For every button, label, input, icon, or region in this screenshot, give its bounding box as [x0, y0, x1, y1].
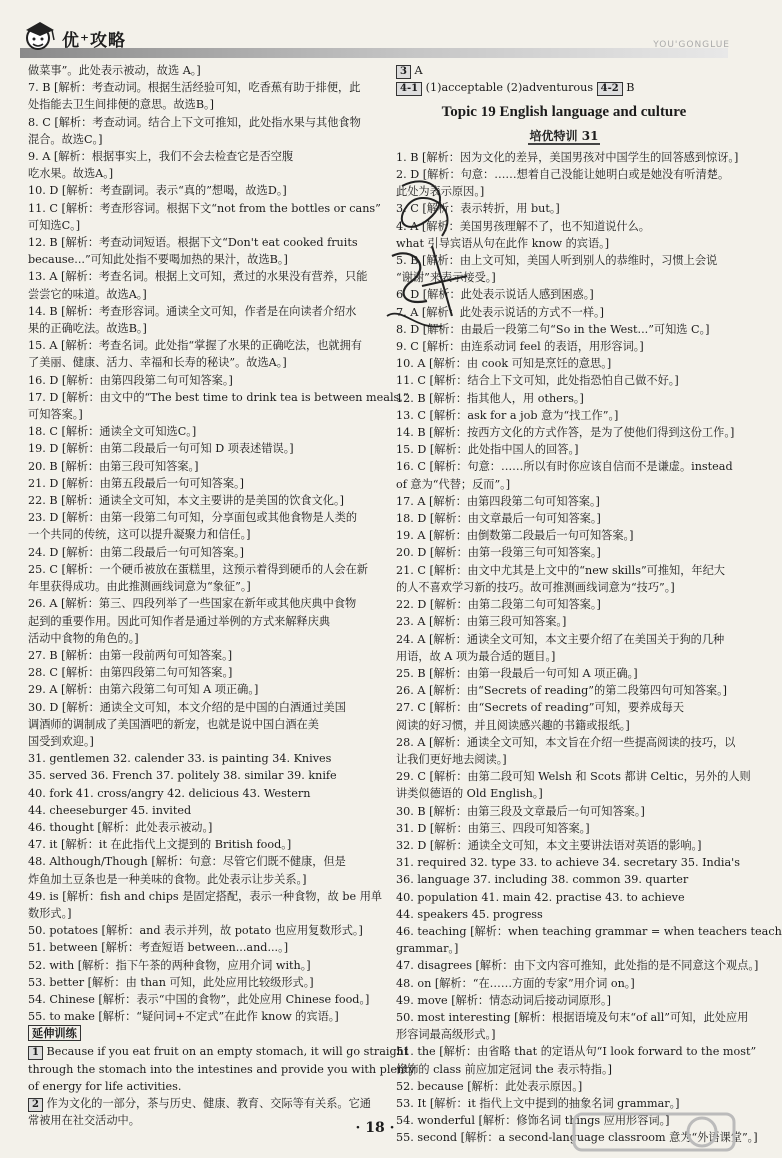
answer-line: 7. A [解析：此处表示说话的方式不一样。]: [396, 305, 604, 319]
answer-line: 30. B [解析：由第三段及文章最后一句可知答案。]: [396, 804, 645, 818]
answer-line: 18. C [解析：通读全文可知选C。]: [28, 425, 197, 439]
answer-line: 27. B [解析：由第一段前两句可知答案。]: [28, 648, 233, 662]
answer-line: 2. D [解析：句意：……想着自己没能让她明白或是她没有听清楚。: [396, 168, 730, 182]
answer-line: 53. better [解析：由 than 可知，此处应用比较级形式。]: [28, 975, 314, 989]
answer-line: 47. disagrees [解析：由下文内容可推知，此处指的是不同意这个观点。]: [396, 959, 759, 973]
answer-line: 讲类似德语的 Old English。]: [396, 787, 543, 801]
answer-line: 25. C [解析：一个硬币被放在蛋糕里，这预示着得到硬币的人会在新: [28, 562, 368, 576]
answer-line: 19. D [解析：由第二段最后一句可知 D 项表述错误。]: [28, 442, 294, 456]
answer-line: 20. D [解析：由第一段第三句可知答案。]: [396, 546, 601, 560]
answer-text: 作为文化的一部分，茶与历史、健康、教育、交际等有关系。它通: [42, 1096, 371, 1110]
page-number: · 18 ·: [355, 1120, 395, 1136]
answer-line: 调酒师的调制成了美国酒吧的新宠，也就是说中国白酒在美: [28, 717, 319, 731]
section-tag: 延伸训练: [28, 1025, 81, 1041]
answer-line: 46. teaching [解析：when teaching grammar = when teachers teach: [396, 924, 782, 938]
answer-line: 21. D [解析：由第五段最后一句可知答案。]: [28, 476, 245, 490]
answer-line: 17. A [解析：由第四段第二句可知答案。]: [396, 494, 600, 508]
answer-line: 14. B [解析：考查形容词。通读全文可知，作者是在向读者介绍水: [28, 304, 357, 318]
answer-line: 54. Chinese [解析：表示“中国的食物”，此处应用 Chinese food。]: [28, 992, 370, 1006]
answer-line: 35. served 36. French 37. politely 38. similar 39. knife: [28, 769, 337, 783]
answer-line: [396, 62, 732, 79]
answer-line: of energy for life activities.: [28, 1079, 182, 1093]
answer-line: [28, 1095, 378, 1112]
section-title: [396, 128, 732, 145]
answer-line: 用语，故 A 项为最合适的题目。]: [396, 649, 556, 663]
section-title-text: 培优特训 31: [529, 128, 599, 143]
answer-line: 50. most interesting [解析：根据语境及句末“of all”可知，此处应用: [396, 1010, 749, 1024]
answer-text: (1)acceptable (2)adventurous: [422, 81, 597, 95]
answer-line: 40. fork 41. cross/angry 42. delicious 43. Western: [28, 786, 311, 800]
answer-line: what 引导宾语从句在此作 know 的宾语。]: [396, 236, 610, 250]
answer-line: 活动中食物的角色的。]: [28, 631, 139, 645]
answer-line: 49. is [解析：fish and chips 是固定搭配，表示一种食物，故 be 用单: [28, 889, 383, 903]
answer-line: 20. B [解析：由第三段可知答案。]: [28, 459, 199, 473]
answer-line: 54. wonderful [解析：修饰名词 things 应用形容词。]: [396, 1114, 670, 1128]
answer-line: 6. D [解析：此处表示说话人感到困惑。]: [396, 288, 594, 302]
answer-line: 处指能去卫生间排便的意思。故选B。]: [28, 98, 214, 112]
answer-line: 7. B [解析：考查动词。根据生活经验可知，吃香蕉有助于排便，此: [28, 81, 361, 95]
answer-line: 1. B [解析：因为文化的差异，美国男孩对中国学生的回答感到惊讶。]: [396, 150, 739, 164]
answer-line: 可知选C。]: [28, 218, 81, 232]
answer-line: 此处为表示原因。]: [396, 185, 485, 199]
answer-line: 48. on [解析：“在……方面的专家”用介词 on。]: [396, 976, 635, 990]
answer-line: 46. thought [解析：此处表示被动。]: [28, 820, 213, 834]
answer-line: 12. B [解析：指其他人，用 others。]: [396, 391, 584, 405]
answer-line: 炸鱼加土豆条也是一种美味的食物。此处表示让步关系。]: [28, 872, 307, 886]
answer-line: through the stomach into the intestines and provide you with plenty: [28, 1062, 416, 1076]
answer-line: 9. C [解析：由连系动词 feel 的表语，用形容词。]: [396, 340, 644, 354]
answer-line: 24. D [解析：由第二段最后一句可知答案。]: [28, 545, 245, 559]
answer-line: 22. D [解析：由第二段第二句可知答案。]: [396, 598, 601, 612]
answer-line: 48. Although/Though [解析：句意：尽管它们既不健康，但是: [28, 855, 346, 869]
mascot-icon: [18, 14, 62, 62]
answer-line: 形容词最高级形式。]: [396, 1028, 496, 1042]
answer-line: 51. between [解析：考查短语 between...and...。]: [28, 941, 289, 955]
answer-line: 10. A [解析：由 cook 可知是烹饪的意思。]: [396, 357, 612, 371]
handwritten-signature-icon: [372, 166, 482, 350]
answer-line: grammar。]: [396, 942, 459, 956]
answer-line: 尝尝它的味道。故选A。]: [28, 287, 147, 301]
answer-line: 55. to make [解析：“疑问词+不定式”在此作 know 的宾语。]: [28, 1010, 339, 1024]
answer-line: 55. second [解析：a second-language classroom 意为“外语课堂”。]: [396, 1131, 758, 1145]
answer-line: 11. C [解析：结合上下文可知，此处指恐怕自己做不好。]: [396, 374, 679, 388]
brand-title: 优⁺攻略: [62, 31, 126, 51]
left-column: [28, 62, 416, 1129]
answer-line: 起到的重要作用。因此可知作者是通过举例的方式来解释庆典: [28, 614, 331, 628]
answer-line: 31. D [解析：由第三、四段可知答案。]: [396, 821, 590, 835]
answer-line: 国受到欢迎。]: [28, 734, 94, 748]
answer-line: 28. C [解析：由第四段第二句可知答案。]: [28, 666, 233, 680]
page-header: [0, 0, 750, 70]
answer-line: 31. required 32. type 33. to achieve 34. secretary 35. India's: [396, 856, 740, 870]
question-number-box: 3: [396, 65, 411, 79]
answer-line: 13. C [解析：ask for a job 意为“找工作”。]: [396, 408, 619, 422]
answer-text: B: [622, 81, 635, 95]
answer-line: 25. B [解析：由第一段最后一句可知 A 项正确。]: [396, 666, 638, 680]
answer-line: 混合。故选C。]: [28, 132, 103, 146]
answer-line: 51. the [解析：由省略 that 的定语从句“I look forward to the most”: [396, 1045, 757, 1059]
answer-line: 14. B [解析：按西方文化的方式作答，是为了使他们得到这份工作。]: [396, 426, 735, 440]
answer-line: 17. D [解析：由文中的“The best time to drink tea is between meals.”: [28, 390, 409, 404]
answer-line: 让我们更好地去阅读。]: [396, 752, 507, 766]
answer-line: 28. A [解析：通读全文可知，本文旨在介绍一些提高阅读的技巧，以: [396, 735, 736, 749]
answer-line: 49. move [解析：情态动词后接动词原形。]: [396, 993, 611, 1007]
answer-line: 11. C [解析：考查形容词。根据下文“not from the bottles or cans”: [28, 201, 381, 215]
answer-line: 32. D [解析：通读全文可知，本文主要讲法语对英语的影响。]: [396, 838, 702, 852]
answer-line: 47. it [解析：it 在此指代上文提到的 British food。]: [28, 838, 292, 852]
answer-line: 26. A [解析：第三、四段列举了一些国家在新年或其他庆典中食物: [28, 597, 357, 611]
answer-line: 26. A [解析：由“Secrets of reading”的第二段第四句可知答案。]: [396, 684, 728, 698]
answer-line: [28, 1043, 409, 1060]
answer-line: 果的正确吃法。故选B。]: [28, 322, 147, 336]
answer-line: 52. with [解析：指下午茶的两种食物，应用介词 with。]: [28, 958, 311, 972]
answer-line: 一个共同的传统，这可以提升凝聚力和信任。]: [28, 528, 251, 542]
answer-line: of 意为“代替；反而”。]: [396, 477, 511, 491]
question-number-box: 2: [28, 1098, 43, 1112]
answer-line: [396, 79, 732, 96]
answer-line: 修饰的 class 前应加定冠词 the 表示特指。]: [396, 1062, 612, 1076]
answer-line: because...”可知此处指不要喝加热的果汁，故选B。]: [28, 253, 288, 267]
answer-line: 19. A [解析：由倒数第二段最后一句可知答案。]: [396, 529, 634, 543]
answer-line: 16. D [解析：由第四段第二句可知答案。]: [28, 373, 233, 387]
answer-text: Because if you eat fruit on an empty stomach, it will go straight: [42, 1045, 409, 1059]
answer-line: 常被用在社交活动中。: [28, 1114, 140, 1128]
answer-line: [28, 1025, 378, 1043]
answer-line: 5. B [解析：由上文可知，美国人听到别人的恭维时，习惯上会说: [396, 254, 718, 268]
answer-line: 36. language 37. including 38. common 39. quarter: [396, 873, 689, 887]
answer-line: 23. D [解析：由第一段第二句可知，分享面包或其他食物是人类的: [28, 511, 358, 525]
topic-title: Topic 19 English language and culture: [441, 104, 687, 121]
answer-line: 18. D [解析：由文章最后一句可知答案。]: [396, 512, 601, 526]
answer-line: 吃水果。故选A。]: [28, 167, 114, 181]
answer-line: 24. A [解析：通读全文可知，本文主要介绍了在美国关于狗的几种: [396, 632, 725, 646]
right-top-answers: [396, 62, 732, 96]
answer-line: “谢谢”来表示接受。]: [396, 271, 496, 285]
answer-line: 21. C [解析：由文中尤其是上文中的“new skills”可推知，年纪大: [396, 563, 725, 577]
answer-line: 44. cheeseburger 45. invited: [28, 803, 192, 817]
answer-line: 23. A [解析：由第三段可知答案。]: [396, 615, 567, 629]
answer-line: 了美丽、健康、活力、幸福和长寿的秘诀”。故选A。]: [28, 356, 287, 370]
answer-line: 16. C [解析：句意：……所以有时你应该自信而不是谦虚。instead: [396, 460, 733, 474]
answer-line: 40. population 41. main 42. practise 43. to achieve: [396, 890, 685, 904]
answer-line: 12. B [解析：考查动词短语。根据下文“Don't eat cooked fruits: [28, 236, 358, 250]
watermark-logo-icon: [572, 1110, 742, 1158]
answer-line: 52. because [解析：此处表示原因。]: [396, 1079, 583, 1093]
answer-line: 4. A [解析：美国男孩理解不了，也不知道说什么。: [396, 219, 650, 233]
question-number-box: 4-1: [396, 82, 422, 96]
answer-line: 27. C [解析：由“Secrets of reading”可知，要养成每天: [396, 701, 685, 715]
brand-pinyin: YOU'GONGLUE: [653, 40, 730, 50]
question-number-box: 1: [28, 1046, 43, 1060]
answer-line: 3. C [解析：表示转折，用 but。]: [396, 202, 560, 216]
answer-line: 9. A [解析：根据事实上，我们不会去检查它是否空腹: [28, 150, 294, 164]
answer-line: 29. C [解析：由第二段可知 Welsh 和 Scots 都讲 Celtic，另外的人则: [396, 770, 751, 784]
answer-line: 53. It [解析：it 指代上文中提到的抽象名词 grammar。]: [396, 1096, 680, 1110]
answer-line: 15. D [解析：此处指中国人的回答。]: [396, 443, 579, 457]
answer-line: 的人不喜欢学习新的技巧。故可推测画线词意为“技巧”。]: [396, 580, 675, 594]
answer-line: 31. gentlemen 32. calender 33. is painting 34. Knives: [28, 752, 332, 766]
answer-line: 数形式。]: [28, 906, 72, 920]
answer-line: 13. A [解析：考查名词。根据上文可知，煮过的水果没有营养，只能: [28, 270, 368, 284]
answer-line: 8. D [解析：由最后一段第二句“So in the West...”可知选 C。]: [396, 322, 710, 336]
answer-line: 15. A [解析：考查名词。此处指“掌握了水果的正确吃法，也就拥有: [28, 339, 362, 353]
answer-line: 做菜事”。此处表示被动，故选 A。]: [28, 64, 201, 77]
answer-line: 可知答案。]: [28, 408, 83, 422]
answer-line: 44. speakers 45. progress: [396, 907, 543, 921]
answer-text: A: [410, 64, 423, 77]
answer-line: 10. D [解析：考查副词。表示“真的”想喝，故选D。]: [28, 184, 287, 198]
answer-line: 8. C [解析：考查动词。结合上下文可推知，此处指水果与其他食物: [28, 115, 361, 129]
answer-line: 年里获得成功。由此推测画线词意为“象征”。]: [28, 580, 251, 594]
answer-line: 29. A [解析：由第六段第二句可知 A 项正确。]: [28, 683, 259, 697]
answer-line: 30. D [解析：通读全文可知，本文介绍的是中国的白酒通过美国: [28, 700, 346, 714]
answer-line: 22. B [解析：通读全文可知，本文主要讲的是美国的饮食文化。]: [28, 494, 344, 508]
answer-line: 50. potatoes [解析：and 表示并列，故 potato 也应用复数形式。]: [28, 924, 363, 938]
answer-line: 阅读的好习惯，并且阅读感兴趣的书籍或报纸。]: [396, 718, 630, 732]
header-band: [20, 48, 728, 58]
question-number-box: 4-2: [597, 82, 623, 96]
